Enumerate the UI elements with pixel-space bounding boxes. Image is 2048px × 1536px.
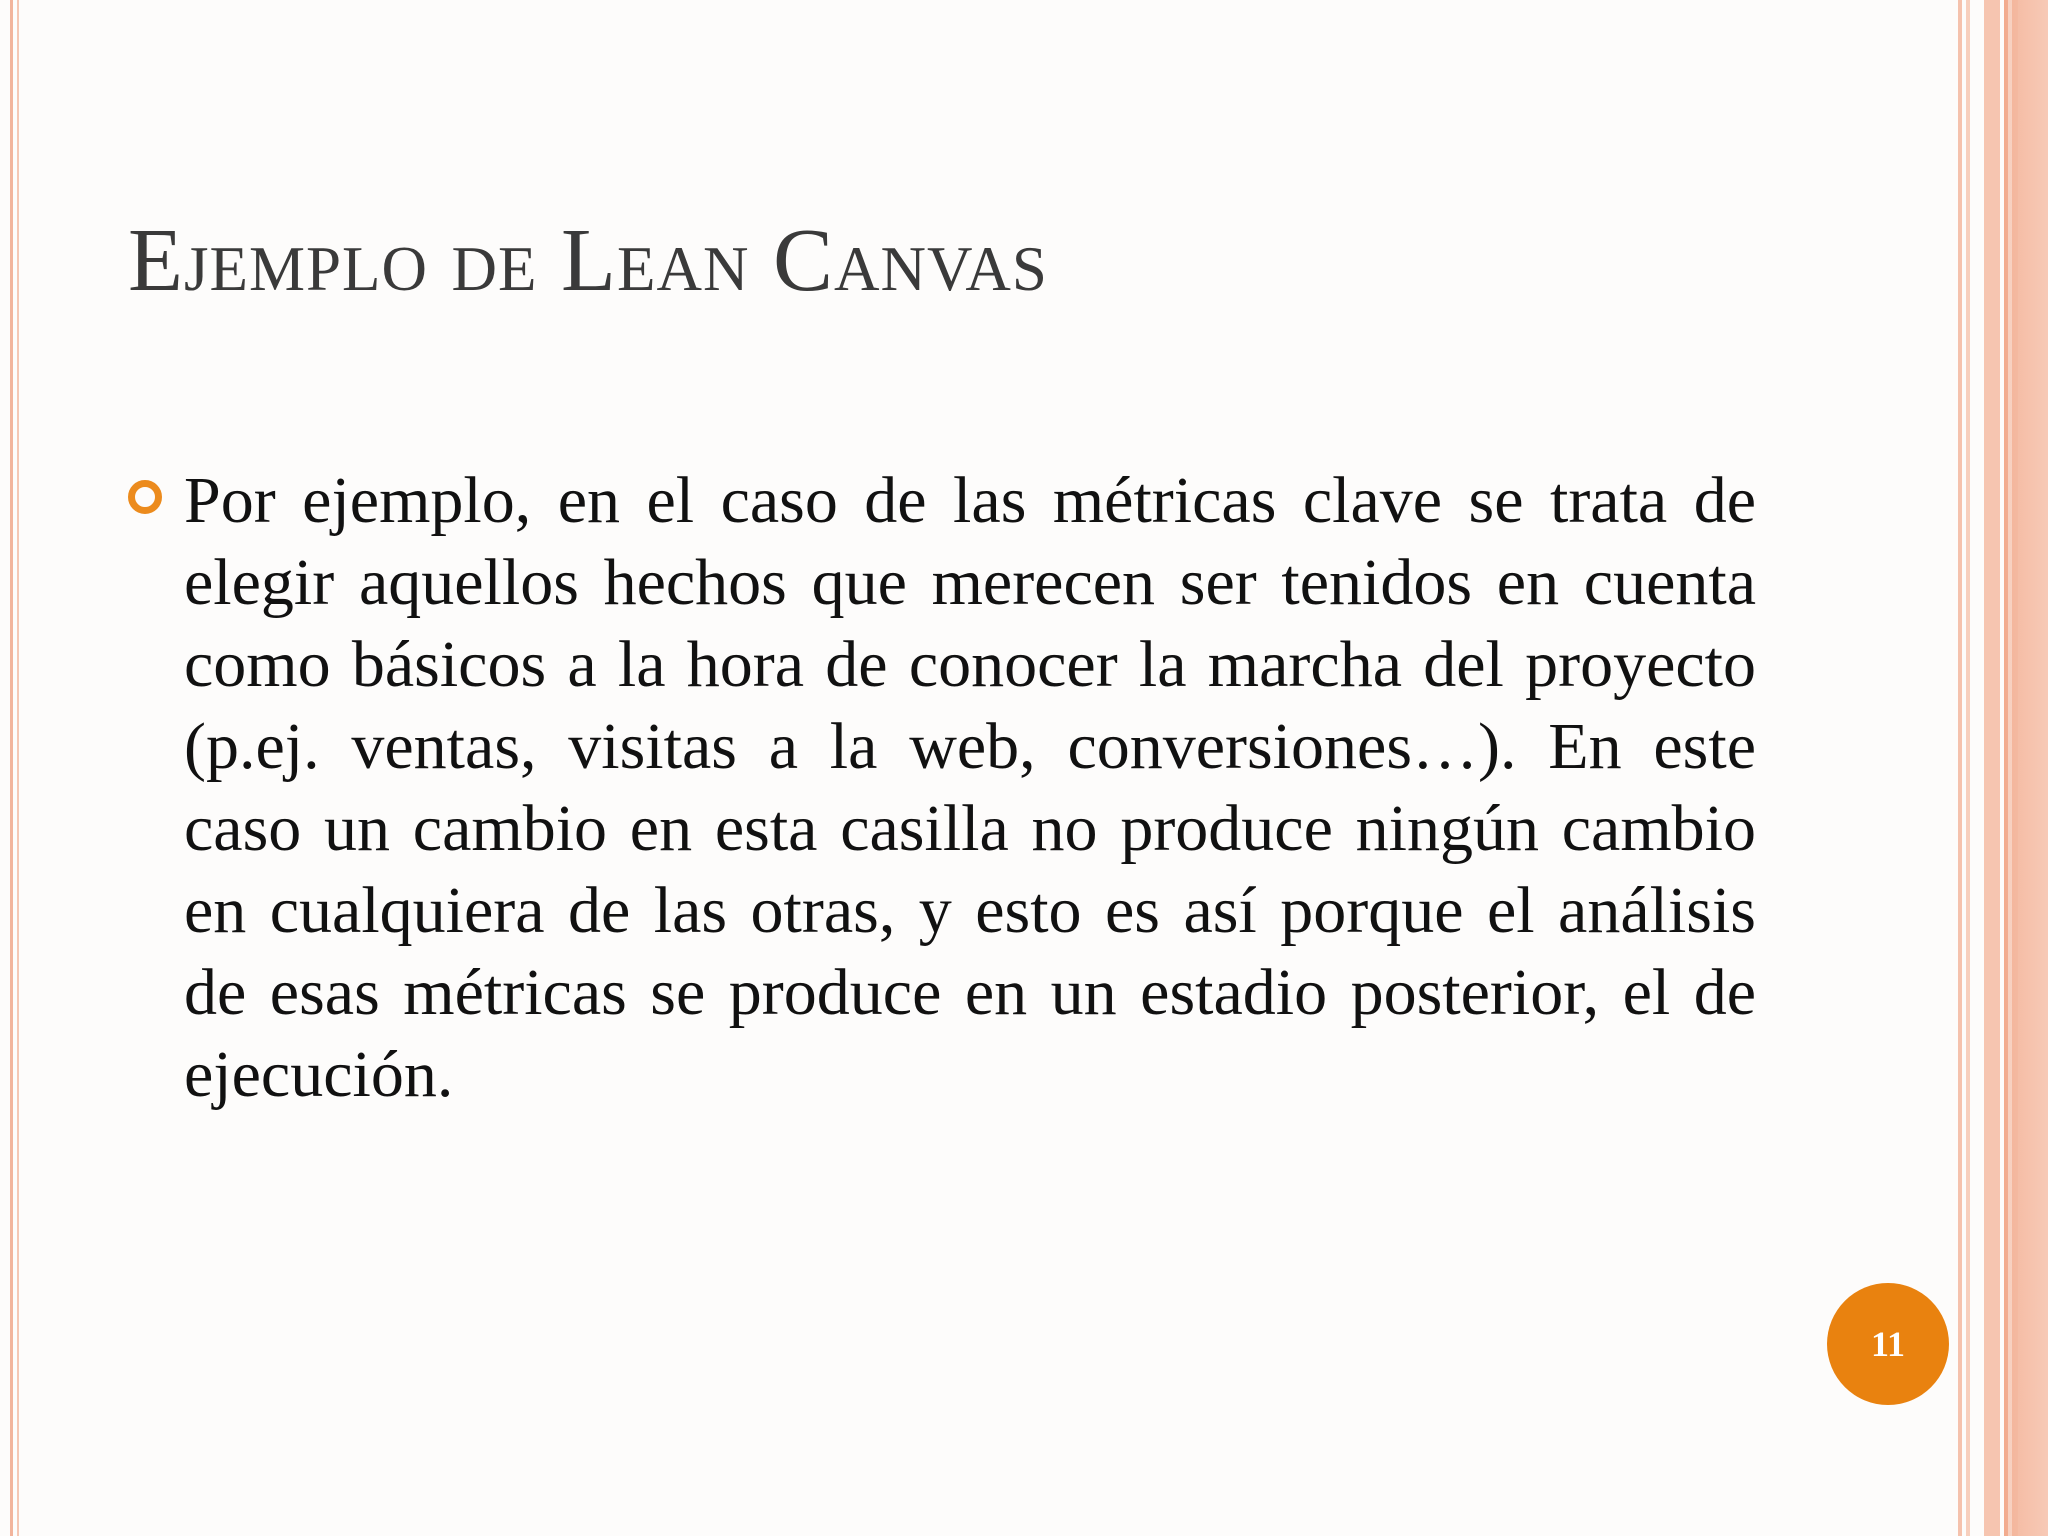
page-number: 11 (1870, 1324, 1905, 1364)
left-border-line-inner (17, 0, 19, 1536)
page-number-badge (1827, 1283, 1949, 1405)
right-decorative-stripe (2004, 0, 2048, 1536)
left-border-line (10, 0, 13, 1536)
slide-title: Ejemplo de Lean Canvas (128, 211, 1048, 310)
right-decorative-stripe (1958, 0, 1962, 1536)
ring-bullet-icon (128, 480, 162, 514)
bullet-text: Por ejemplo, en el caso de las métricas clave se trata de elegir aquellos hechos que merecen ser tenidos en cuenta como básicos a la hora de conocer la marcha del proyecto (p.ej. ventas, visitas a la web, conversiones…). En este caso un cambio en esta casilla no produce ningún cambio en cualquiera de las otras, y esto es así porque el análisis de esas métricas se produce en un estadio posterior, el de ejecución. (184, 464, 1756, 1111)
right-decorative-stripe (1966, 0, 1970, 1536)
right-decorative-stripe (1984, 0, 2000, 1536)
